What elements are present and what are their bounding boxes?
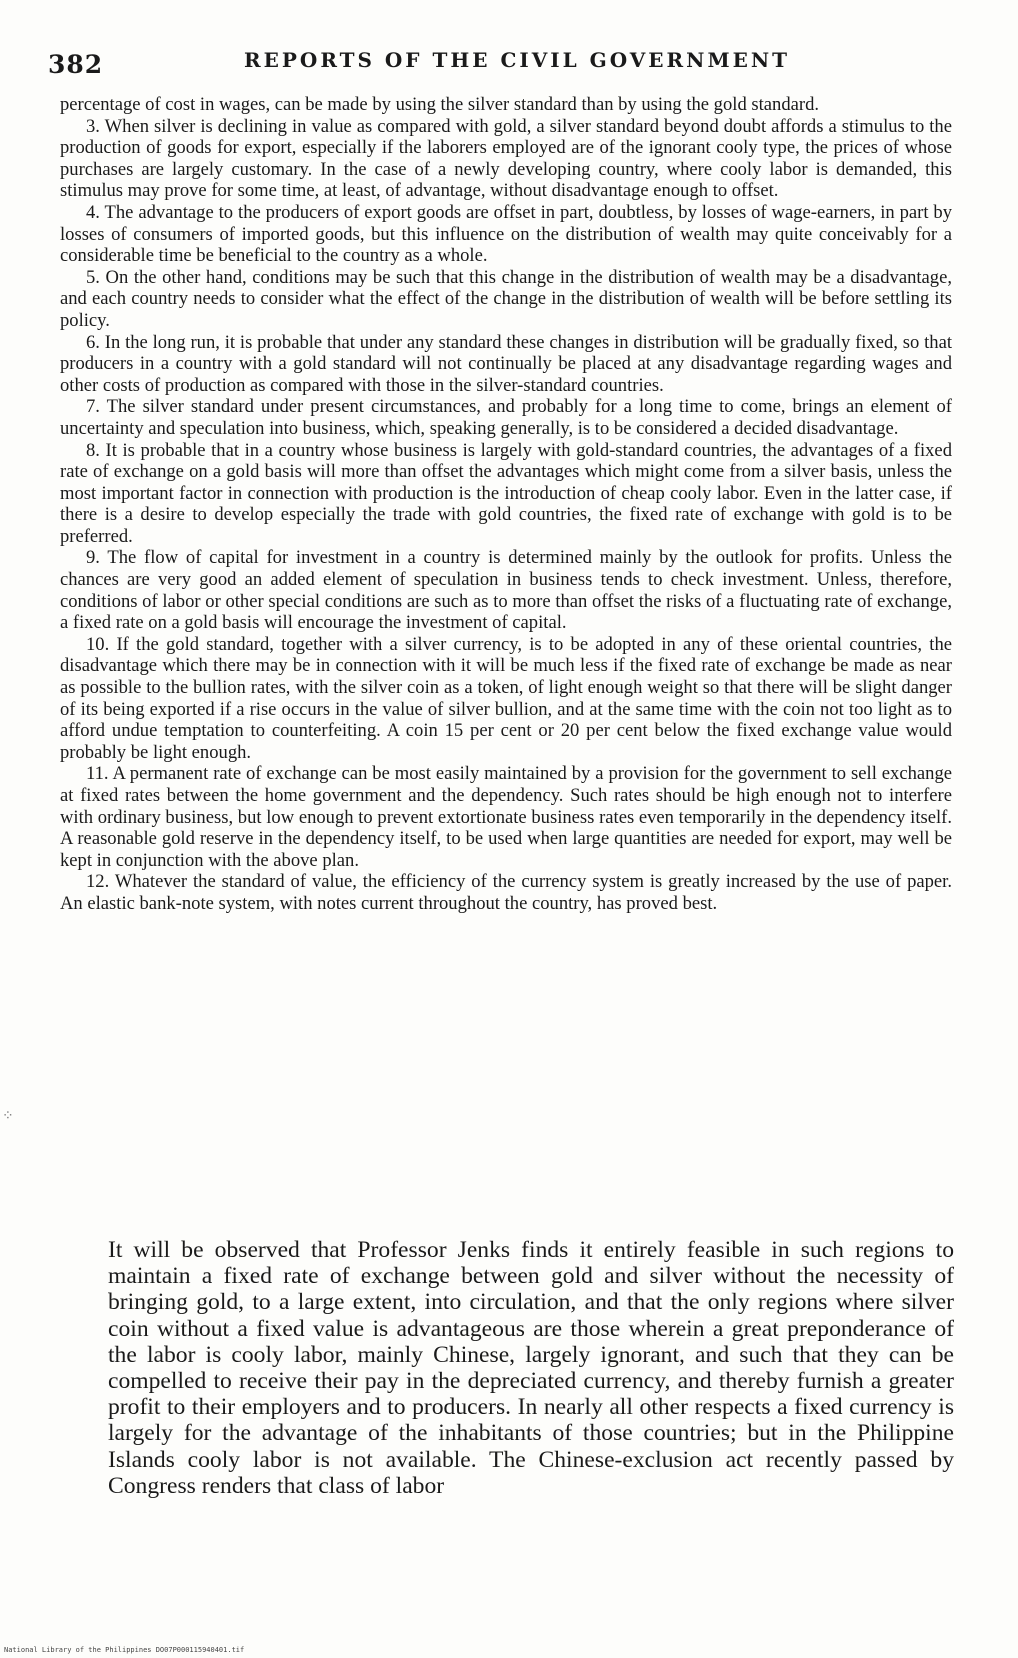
paragraph-11: 11. A permanent rate of exchange can be most easily maintained by a provision for the government to sell exchange at fixed rates between the home government and the dependency. Such rates should be high enough not to interfere with ordinary business, but low enough to prevent extortionate business rates even temporarily in the dependency itself. A reasonable gold reserve in the dependency itself, to be used when large quantities are needed for export, may well be kept in conjunction with the above plan. [60,763,952,871]
paragraph-7: 7. The silver standard under present circumstances, and probably for a long time to come, brings an element of uncertainty and speculation into business, which, speaking generally, is to be considered a decided disadvantage. [60,396,952,439]
page-header [48,44,948,79]
closing-text [108,1237,954,1499]
paragraph-3: 3. When silver is declining in value as compared with gold, a silver standard beyond doubt affords a stimulus to the production of goods for export, especially if the laborers employed are of the ignorant cooly type, the prices of whose purchases are largely customary. In the case of a newly developing country, where cooly labor is demanded, this stimulus may prove for some time, at least, of advantage, without disadvantage enough to offset. [60,115,952,202]
paragraph-10: 10. If the gold standard, together with a silver currency, is to be adopted in any of these oriental countries, the disadvantage which there may be in connection with it will be much less if the fixed rate of exchange be made as near as possible to the bullion rates, with the silver coin as a token, of light enough weight so that there will be slight danger of its being exported if a rise occurs in the value of silver bullion, and at the same time with the coin not too light as to afford undue temptation to counterfeiting. A coin 15 per cent or 20 per cent below the fixed exchange value would probably be light enough. [60,633,952,763]
paragraph-8: 8. It is probable that in a country whose business is largely with gold-standard countries, the advantages of a fixed rate of exchange on a gold basis will more than offset the advantages which might come from a silver basis, unless the most important factor in connection with production is the introduction of cheap cooly labor. Even in the latter case, if there is a desire to develop especially the trade with gold countries, the fixed rate of exchange with gold is to be preferred. [60,439,952,547]
scan-footer: National Library of the Philippines DO07P000115940401.tif [4,1646,245,1654]
paragraph-6: 6. In the long run, it is probable that under any standard these changes in distribution will be gradually fixed, so that producers in a country with a gold standard will not continually be placed at any disadvantage regarding wages and other costs of production as compared with those in the silver-standard countries. [60,331,952,396]
paragraph-5: 5. On the other hand, conditions may be such that this change in the distribution of wealth may be a disadvantage, and each country needs to consider what the effect of the change in the distribution of wealth will be before settling its policy. [60,266,952,331]
closing-paragraph: It will be observed that Professor Jenks finds it entirely feasible in such regions to maintain a fixed rate of exchange between gold and silver without the necessity of bringing gold, to a large extent, into circulation, and that the only regions where silver coin without a fixed value is advantageous are those wherein a great preponderance of the labor is cooly labor, mainly Chinese, largely ignorant, and such that they can be compelled to receive their pay in the depreciated currency, and thereby furnish a greater profit to their employers and to producers. In nearly all other respects a fixed currency is largely for the advantage of the inhabitants of those countries; but in the Philippine Islands cooly labor is not available. The Chinese-exclusion act recently passed by Congress renders that class of labor [108,1237,954,1499]
running-head: REPORTS OF THE CIVIL GOVERNMENT [244,48,790,72]
paragraph-12: 12. Whatever the standard of value, the efficiency of the currency system is greatly increased by the use of paper. An elastic bank-note system, with notes current throughout the country, has proved best. [60,871,952,914]
paragraph-4: 4. The advantage to the producers of export goods are offset in part, doubtless, by losses of wage-earners, in part by losses of consumers of imported goods, but this influence on the distribution of wealth may quite conceivably for a considerable time be beneficial to the country as a whole. [60,201,952,267]
page-number: 382 [48,50,104,79]
numbered-conclusions [60,94,952,915]
paragraph-continued: percentage of cost in wages, can be made by using the silver standard than by using the gold standard. [60,94,820,115]
paragraph-9: 9. The flow of capital for investment in a country is determined mainly by the outlook for profits. Unless the chances are very good an added element of speculation in business tends to check investment. Unless, therefore, conditions of labor or other special conditions are such as to more than offset the risks of a fluctuating rate of exchange, a fixed rate on a gold basis will encourage the investment of capital. [60,547,952,634]
margin-mark: ⁘ [2,1108,14,1124]
